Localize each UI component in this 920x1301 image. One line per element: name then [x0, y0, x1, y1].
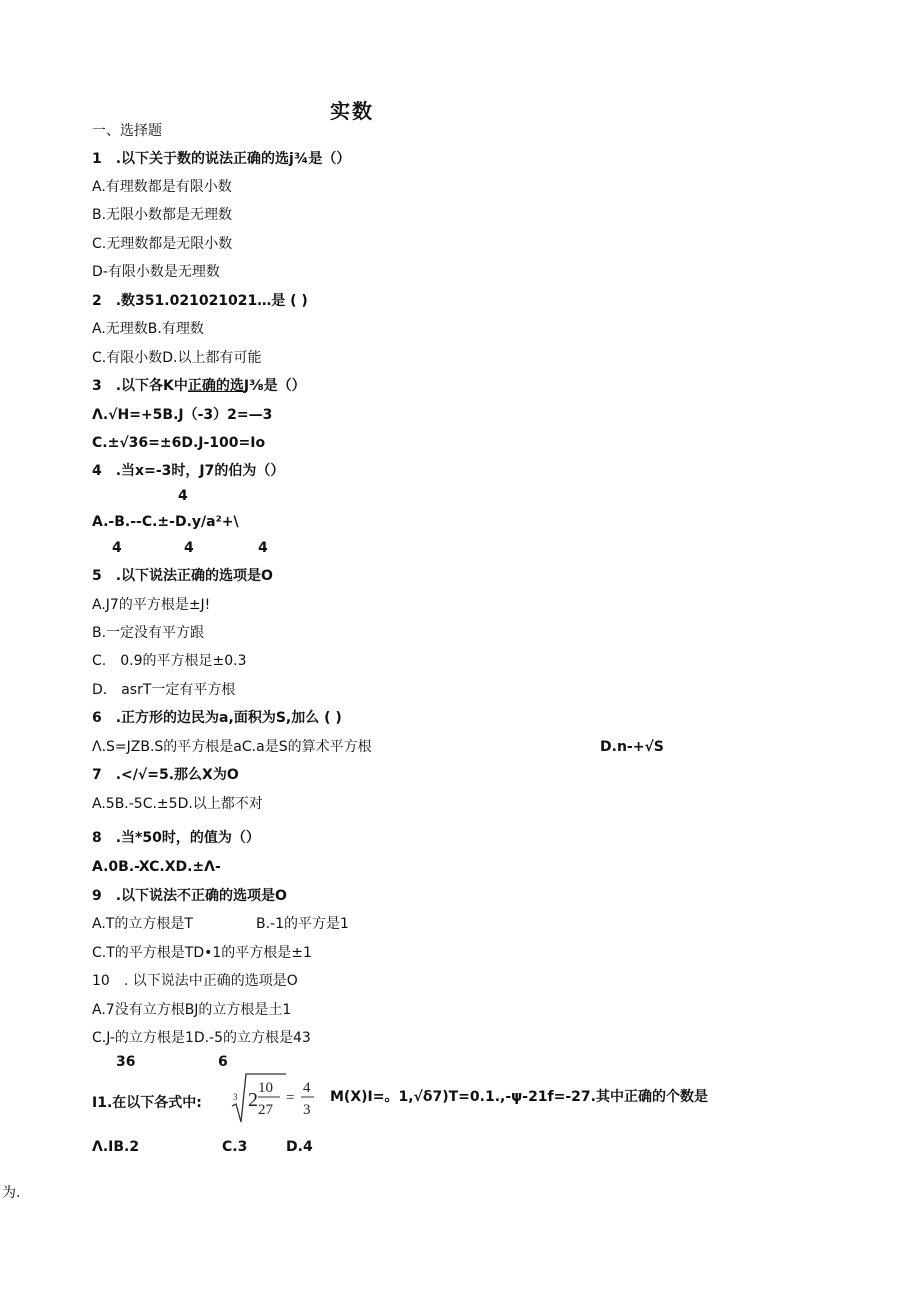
question-10: 10 . 以下说法中正确的选项是O — [92, 973, 298, 989]
q9-options-cd: C.T的平方根是TD•1的平方根是±1 — [92, 945, 312, 961]
q9-option-a: A.T的立方根是T — [92, 916, 193, 932]
question-3 — [92, 377, 306, 395]
q4-options: A.-B.--C.±-D.y/a²+\ — [92, 514, 239, 530]
formula-numerator: 10 — [258, 1080, 273, 1096]
q3-options-ab: Λ.√H=+5B.J（-3）2=—3 — [92, 407, 273, 423]
formula-whole: 2 — [248, 1089, 258, 1111]
formula-rhs-numerator: 4 — [303, 1080, 311, 1096]
q1-option-b: B.无限小数都是无理数 — [92, 207, 233, 223]
q6-option-d: D.n-+√S — [600, 739, 664, 755]
q1-option-a: A.有理数都是有限小数 — [92, 179, 232, 195]
cube-root-formula — [230, 1070, 318, 1126]
q2-options-cd: C.有限小数D.以上都有可能 — [92, 350, 262, 366]
q10-options-cd: C.J-的立方根是1D.-5的立方根是43 — [92, 1030, 311, 1046]
question-9: 9 .以下说法不正确的选项是O — [92, 888, 287, 904]
question-2: 2 .数351.021021021…是 ( ) — [92, 293, 308, 309]
q3-stem-pre: 3 .以下各K中 — [92, 378, 188, 394]
q10-options-ab: A.7没有立方根BJ的立方根是土1 — [92, 1002, 292, 1018]
q11-option-d: D.4 — [286, 1139, 313, 1155]
q6-options-abc: Λ.S=JZB.S的平方根是aC.a是S的算术平方根 — [92, 739, 372, 755]
q5-option-a: A.J7的平方根是±J! — [92, 597, 211, 613]
q7-options: A.5B.-5C.±5D.以上都不对 — [92, 796, 263, 812]
q11-options-ab: Λ.IB.2 — [92, 1139, 140, 1155]
q3-options-cd: C.±√36=±6D.J-100=Io — [92, 435, 266, 451]
q1-option-c: C.无理数都是无限小数 — [92, 236, 233, 252]
question-6: 6 .正方形的边民为a,面积为S,加么 ( ) — [92, 710, 342, 726]
q4-fraction-numerator: 4 — [178, 488, 188, 504]
question-4: 4 .当x=-3时，J7的伯为（） — [92, 463, 285, 479]
formula-root-index: 3 — [233, 1092, 238, 1102]
q2-options-ab: A.无理数B.有理数 — [92, 321, 204, 337]
q4-denominator-c: 4 — [258, 540, 268, 556]
q5-option-d: D. asrT一定有平方根 — [92, 682, 236, 698]
q4-denominator-b: 4 — [184, 540, 194, 556]
question-8: 8 .当*50时，的值为（） — [92, 830, 260, 846]
q3-stem-post: J⅜是（） — [243, 378, 306, 394]
formula-rhs-denominator: 3 — [303, 1102, 311, 1118]
question-1: 1 .以下关于数的说法正确的选j¾是（） — [92, 151, 351, 167]
trailing-text: 为. — [2, 1185, 21, 1201]
q3-stem-underlined: 正确的选 — [187, 378, 244, 394]
q5-option-c: C. 0.9的平方根足±0.3 — [92, 653, 247, 669]
question-7: 7 .</√=5.那么X为O — [92, 767, 239, 783]
q8-options: A.0B.-XC.XD.±Λ- — [92, 859, 221, 875]
q10-denominator-b: 6 — [218, 1054, 228, 1070]
formula-denominator: 27 — [258, 1102, 273, 1118]
svg-text:=: = — [286, 1090, 295, 1106]
q1-option-d: D-有限小数是无理数 — [92, 264, 220, 280]
q4-denominator-a: 4 — [112, 540, 122, 556]
q5-option-b: B.一定没有平方跟 — [92, 625, 205, 641]
page-title: 实数 — [330, 99, 374, 123]
section-heading: 一、选择题 — [92, 123, 162, 139]
question-11: I1.在以下各式中: — [92, 1095, 202, 1111]
q10-denominator-a: 36 — [116, 1054, 136, 1070]
q11-option-c: C.3 — [222, 1139, 248, 1155]
q11-expressions: M(X)I=。1,√δ7)T=0.1.,-ψ-21f=-27.其中正确的个数是 — [330, 1089, 708, 1105]
q9-option-b: B.-1的平方是1 — [256, 916, 349, 932]
question-5: 5 .以下说法正确的选项是O — [92, 568, 273, 584]
